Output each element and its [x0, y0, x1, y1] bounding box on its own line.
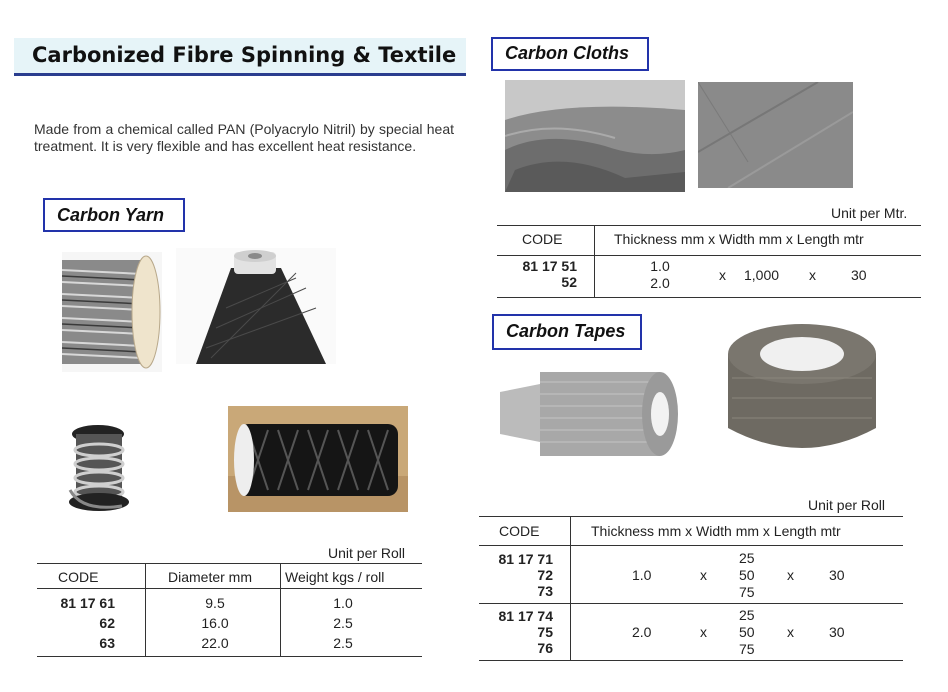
yarn-header-diameter: Diameter mm — [168, 569, 253, 585]
yarn-code: 81 17 61 — [60, 595, 115, 611]
cloths-length: 30 — [851, 267, 867, 283]
yarn-header-code: CODE — [58, 569, 99, 585]
cloths-table-bottom-rule — [497, 297, 921, 298]
yarn-code: 63 — [99, 635, 115, 651]
tapes-times-sign: x — [700, 624, 707, 640]
yarn-table-divider-2 — [280, 563, 281, 656]
tapes-table-header-rule — [479, 545, 903, 546]
tapes-width: 25 — [739, 607, 755, 623]
page-title: Carbonized Fibre Spinning & Textile — [32, 43, 457, 67]
tapes-width: 50 — [739, 567, 755, 583]
cloths-thickness: 2.0 — [650, 275, 670, 291]
tapes-code: 72 — [537, 567, 553, 583]
yarn-unit-label: Unit per Roll — [328, 545, 406, 561]
tapes-thickness: 2.0 — [632, 624, 652, 640]
tapes-header-code: CODE — [499, 523, 540, 539]
tapes-heading: Carbon Tapes — [506, 321, 626, 341]
tapes-times-sign: x — [700, 567, 707, 583]
yarn-diameter: 16.0 — [201, 615, 229, 631]
tapes-width: 75 — [739, 641, 755, 657]
tapes-width: 75 — [739, 584, 755, 600]
tapes-code: 73 — [537, 583, 553, 599]
cloths-heading: Carbon Cloths — [505, 43, 629, 63]
tapes-code: 76 — [537, 640, 553, 656]
page-title-banner — [14, 38, 466, 76]
tapes-length: 30 — [829, 567, 845, 583]
tapes-code: 81 17 71 — [498, 551, 553, 567]
tapes-header-dims: Thickness mm x Width mm x Length mtr — [591, 523, 841, 539]
yarn-table-bottom-rule — [37, 656, 422, 657]
cloths-unit-label: Unit per Mtr. — [831, 205, 908, 221]
cloths-table-header-rule — [497, 255, 921, 256]
yarn-spool-photo — [62, 252, 162, 372]
cloths-table-divider — [594, 225, 595, 297]
tapes-table-divider — [570, 516, 571, 660]
yarn-cone-photo — [176, 248, 336, 364]
tapes-unit-label: Unit per Roll — [808, 497, 886, 513]
yarn-weight: 1.0 — [333, 595, 353, 611]
yarn-table-top-rule — [37, 563, 422, 564]
tapes-length: 30 — [829, 624, 845, 640]
tape-roll-grey-photo — [500, 362, 680, 462]
yarn-diameter: 9.5 — [205, 595, 225, 611]
yarn-weight: 2.5 — [333, 635, 353, 651]
cloths-times-sign: x — [809, 267, 816, 283]
yarn-tow-photo — [228, 406, 408, 512]
cloth-folded-photo — [505, 80, 685, 192]
cloths-thickness: 1.0 — [650, 258, 670, 274]
yarn-table-divider-1 — [145, 563, 146, 656]
cloths-table-top-rule — [497, 225, 921, 226]
cloth-flat-photo — [698, 82, 853, 188]
cloths-header-code: CODE — [522, 231, 563, 247]
yarn-code: 62 — [99, 615, 115, 631]
yarn-diameter: 22.0 — [201, 635, 229, 651]
yarn-table-header-rule — [37, 588, 422, 589]
cloths-width: 1,000 — [744, 267, 780, 283]
cloths-header-dims: Thickness mm x Width mm x Length mtr — [614, 231, 864, 247]
tapes-table-top-rule — [479, 516, 903, 517]
tapes-thickness: 1.0 — [632, 567, 652, 583]
yarn-weight: 2.5 — [333, 615, 353, 631]
yarn-header-weight: Weight kgs / roll — [285, 569, 385, 585]
tapes-heading-box — [492, 314, 642, 350]
tape-roll-dark-photo — [718, 318, 886, 466]
yarn-heading: Carbon Yarn — [57, 205, 165, 225]
cloths-times-sign: x — [719, 267, 726, 283]
cloths-heading-box — [491, 37, 649, 71]
tapes-code: 75 — [537, 624, 553, 640]
tapes-code: 81 17 74 — [498, 608, 553, 624]
tapes-table-group-rule — [479, 603, 903, 604]
tapes-times-sign: x — [787, 624, 794, 640]
cloths-code: 81 17 51 — [522, 258, 577, 274]
tapes-times-sign: x — [787, 567, 794, 583]
tapes-table-bottom-rule — [479, 660, 903, 661]
yarn-heading-box — [43, 198, 185, 232]
yarn-reel-photo — [62, 420, 150, 512]
cloths-code: 52 — [561, 274, 577, 290]
tapes-width: 50 — [739, 624, 755, 640]
intro-text: Made from a chemical called PAN (Polyacrylo Nitril) by special heat treatment. It is very flexible and has excellent heat resistance. — [34, 121, 454, 154]
tapes-width: 25 — [739, 550, 755, 566]
